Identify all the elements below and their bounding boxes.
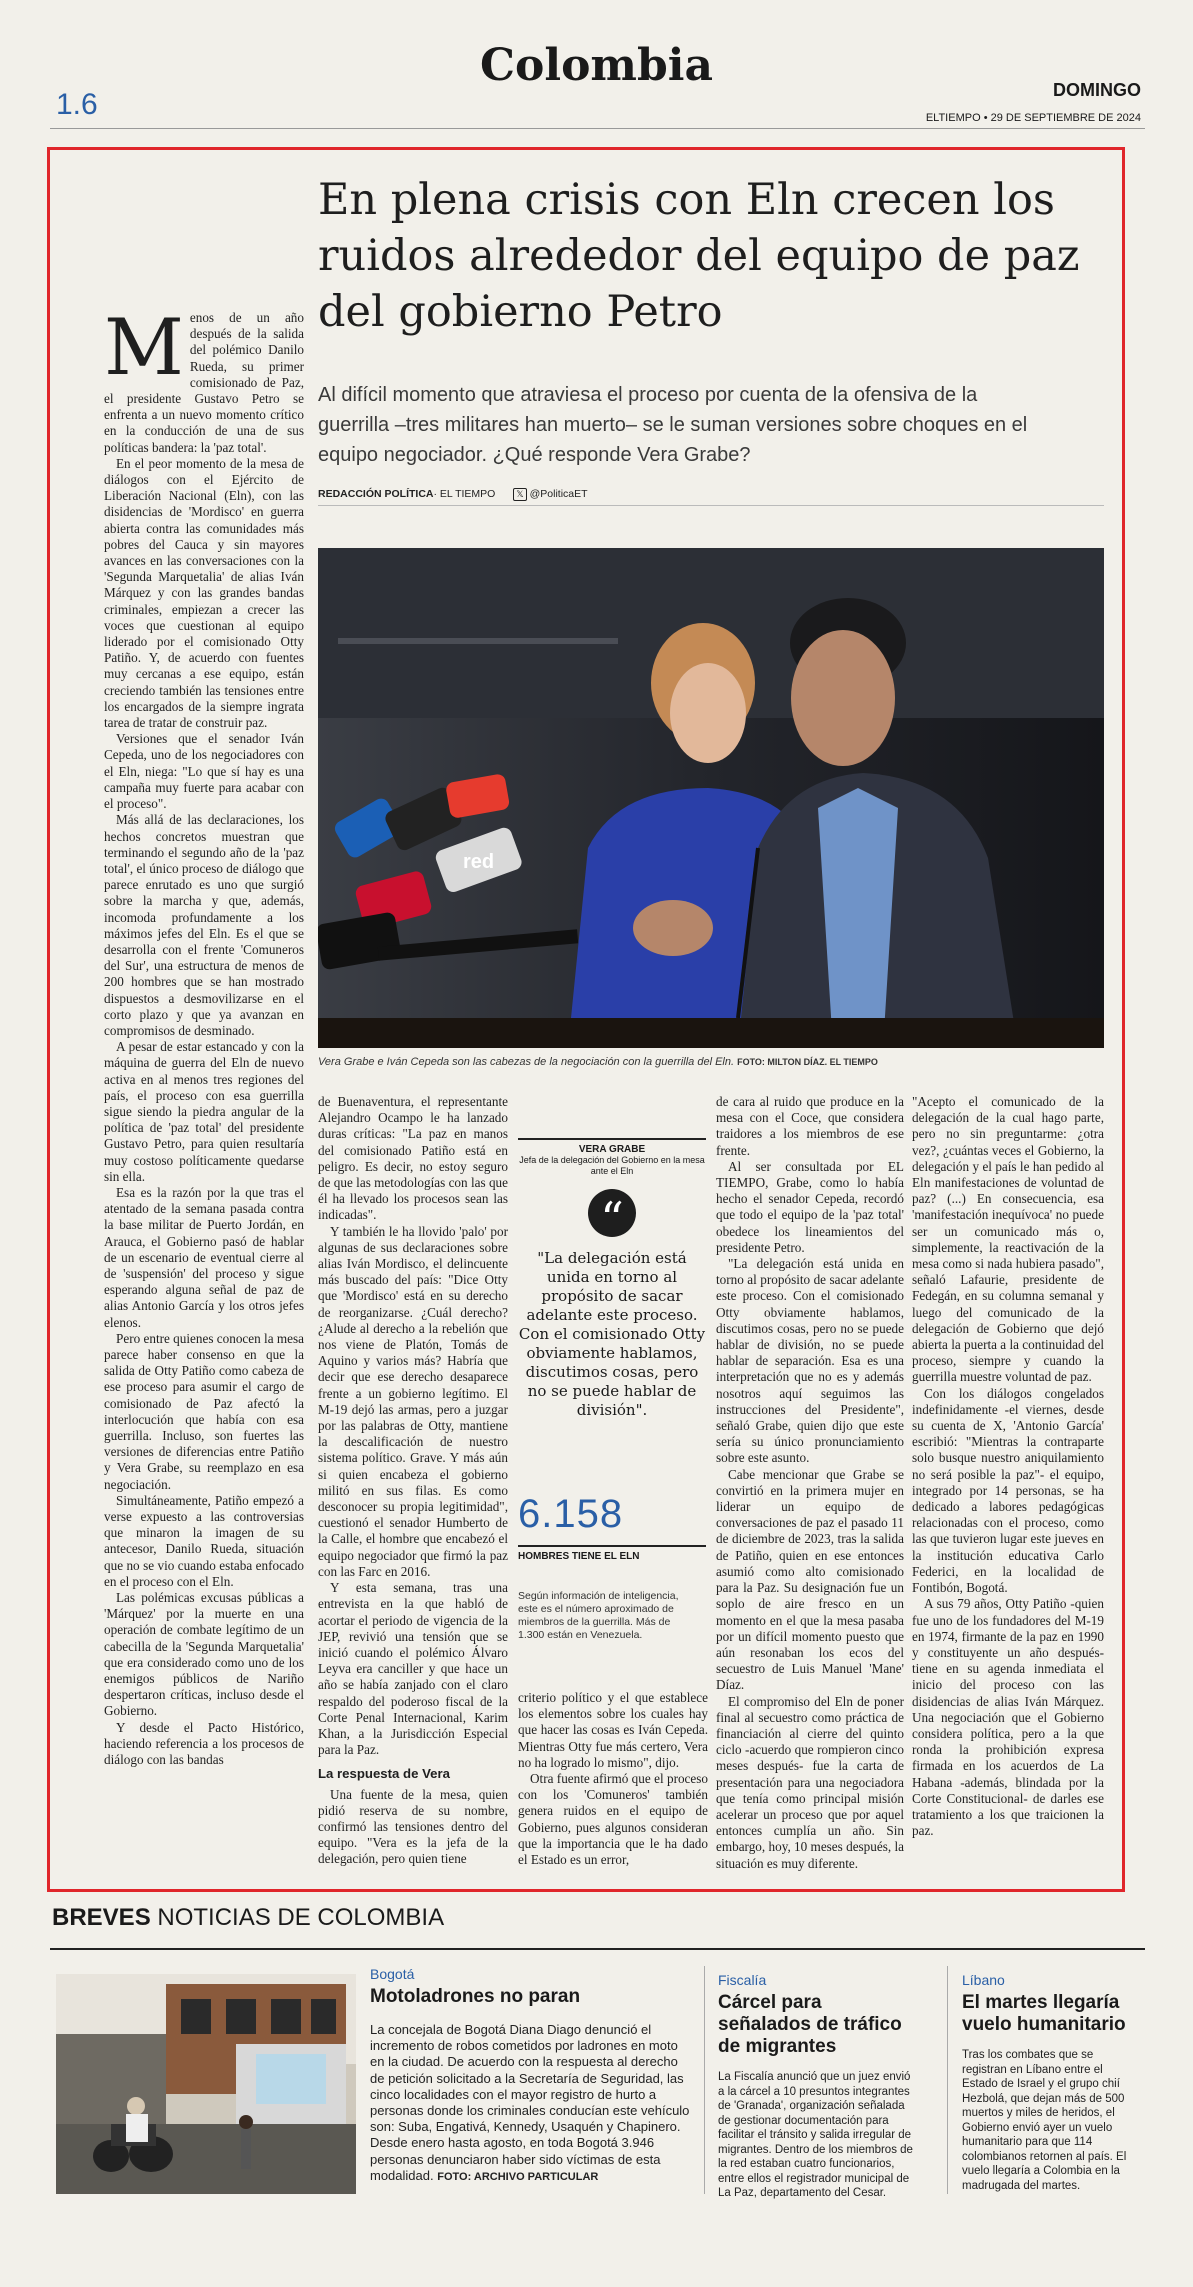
article-column-2 (318, 1094, 508, 1868)
breves-photo (56, 1974, 356, 2194)
quote-text: "La delegación está unida en torno al propósito de sacar adelante este proceso. Con el comisionado Otty obviamente hablamos, discutimos cosas, pero no se puede hablar de división". (518, 1249, 706, 1419)
paragraph: Más allá de las declaraciones, los hechos concretos muestran que terminando el segundo año de la 'paz total', el único proceso de diálogo que parece enrutado es uno que surgió sobre la marcha y que, además, incomoda profundamente a los máximos jefes del Eln. Es el que se desarrolla con el frente 'Comuneros del Sur', una estructura de menos de 200 hombres que se han mostrado dispuestos a desmovilizarse en el corto plazo y que ya avanzan en compromisos de desminado. (104, 812, 304, 1038)
mic-label-red: red (463, 851, 495, 873)
first-paragraph-text: enos de un año después de la salida del polémico Danilo Rueda, su primer comisionado de Paz, el presidente Gustavo Petro se enfrenta a un nuevo momento crítico en la conducción de una de sus políticas bandera: la 'paz total'. (104, 310, 304, 455)
section-title: Colombia (480, 40, 713, 91)
street-photo-illustration (56, 1974, 356, 2194)
stat-label: HOMBRES TIENE EL ELN (518, 1545, 706, 1562)
paragraph: de Buenaventura, el representante Alejandro Ocampo le ha lanzado duras críticas: "La paz en manos del comisionado Patiño está en peligro. Es decir, no estoy seguro de que las metodologías con las que él ha llevado los procesos sean las indicadas". (318, 1094, 508, 1223)
breves-separator (947, 1966, 948, 2194)
breve-kicker: Líbano (962, 1972, 1005, 1988)
paragraph: Con los diálogos congelados indefinidamente -el viernes, desde su cuenta de X, 'Antonio García' escribió: "Mientras la contraparte solo busque nuestro aniquilamiento no será posible la paz"- el equipo, integrado por 14 personas, se ha dedicado a labores pedagógicas relacionadas con el proceso, como las que tuvieron lugar este jueves en la institución educativa Carlo Federici, en la localidad de Fontibón, Bogotá. (912, 1385, 1104, 1596)
byline (318, 488, 588, 501)
paragraph: "Acepto el comunicado de la delegación de la cual hago parte, pero no sin preguntarme: ¿otra vez?, ¿cuántas veces el Gobierno, la delegación y el país le han pedido al Eln manifestaciones de voluntad de paz? (...) En consecuencia, esa 'manifestación inequívoca' no puede ser un comunicado más o, simplemente, la reactivación de la mesa como si nada hubiera pasado", señaló Lafaurie, presidente de Fedegán, en su columna semanal y luego del comunicado de la delegación de Gobierno que dejó abierta la puerta a la continuidad del proceso, siempre y cuando la guerrilla muestre voluntad de paz. (912, 1094, 1104, 1385)
breves-title: NOTICIAS DE COLOMBIA (157, 1904, 445, 1931)
article-column-4 (716, 1094, 904, 1872)
drop-cap: M (104, 303, 184, 393)
byline-outlet: · EL TIEMPO (433, 488, 496, 500)
x-logo-icon: 𝕏 (513, 488, 526, 501)
paragraph: Pero entre quienes conocen la mesa parece haber consenso en que la salida de Otty Patiño como cabeza de ese proceso para asumir el cargo de comisionado de Paz afectó la interlocución que había con esa guerrilla. Incluso, son fuertes las versiones de diferencias entre Patiño y Vera Grabe, su reemplazo en esa negociación. (104, 1330, 304, 1492)
header-divider (50, 128, 1145, 129)
breve-text: La Fiscalía anunció que un juez envió a la cárcel a 10 presuntos integrantes de 'Granada', organización señalada de gestionar documentación para facilitar el tránsito y salida irregular de migrantes. Dentro de los miembros de la red estaban cuatro funcionarios, entre ellos el registrador municipal de La Paz, departamento del Cesar. (718, 2071, 913, 2199)
byline-author: REDACCIÓN POLÍTICA (318, 488, 434, 500)
page-number: 1.6 (56, 88, 98, 121)
paragraph: El compromiso del Eln de poner final al secuestro como práctica de financiación al cierre del quinto ciclo -acuerdo que rompieron cinco meses después- fue la carta de presentación para una negociadora que tenía como principal misión acelerar un proceso que por aquel entonces cumplía un año. Sin embargo, hoy, 10 meses después, la situación es muy diferente. (716, 1693, 904, 1871)
paragraph: Y también le ha llovido 'palo' por algunas de sus declaraciones sobre alias Iván Mordisco, el delincuente más buscado del país: "Dice Otty que 'Mordisco' está en su derecho de reorganizarse. ¿Cuál derecho? ¿Alude al derecho a la rebelión que nos viene de Platón, Tomás de Aquino y varios más? Habría que decir que ese derecho desaparece frente a un gobierno legítimo. El M-19 dejó las armas, pero a juzgar por las palabras de Otty, mantiene la descalificación de nuestro sistema político. Grave. Y más aún si quien encabeza el gobierno militó en sus filas. Es como desconocer su propia legitimidad", cuestionó el senador Humberto de la Calle, el hombre que encabezó el equipo negociador que firmó la paz con las Farc en 2016. (318, 1223, 508, 1579)
breves-separator (704, 1966, 705, 2194)
breves-divider (50, 1948, 1145, 1950)
breve-text (370, 2022, 690, 2185)
paragraph: criterio político y el que establece los elementos sobre los cuales hay que hacer las cosas es Iván Cepeda. Mientras Otty fue más certero, Vera no ha logrado lo mismo", dijo. (518, 1690, 708, 1770)
photo-illustration (318, 548, 1104, 1048)
article-column-1 (104, 303, 304, 1768)
stat-description: Según información de inteligencia, este es el número aproximado de miembros de la guerrilla. Más de 1.300 están en Venezuela. (518, 1590, 679, 1641)
breves-brand: BREVES (52, 1904, 151, 1931)
paragraph: Otra fuente afirmó que el proceso con los 'Comuneros' también genera ruidos en el equipo de Gobierno, pues algunos consideran que la importancia que le ha dado el Estado es un error, (518, 1771, 708, 1868)
paragraph: Esa es la razón por la que tras el atentado de la semana pasada contra la base militar de Puerto Jordán, en Arauca, el Gobierno pasó de hablar de un escenario de eventual cierre al de 'suspensión' del proceso y sigue esperando alguna señal de paz de alias Antonio García y los otros jefes elenos. (104, 1184, 304, 1330)
paragraph: Y esta semana, tras una entrevista en la que habló de acortar el periodo de vigencia de la JEP, revivió una tensión que se inició cuando el polémico Álvaro Leyva era canciller y que hace un año se había zanjado con el claro respaldo del poderoso fiscal de la Corte Penal Internacional, Karim Khan, a la Jurisdicción Especial para la Paz. (318, 1580, 508, 1758)
article-column-5 (912, 1094, 1104, 1839)
quote-speaker: VERA GRABE (518, 1138, 706, 1155)
caption-text: Vera Grabe e Iván Cepeda son las cabezas de la negociación con la guerrilla del Eln. (318, 1056, 735, 1068)
quote-box (518, 1138, 706, 1420)
breve-body: La concejala de Bogotá Diana Diago denunció el incremento de robos cometidos por ladrones en moto en la ciudad. De acuerdo con la respuesta al derecho de petición solicitado a la Secretaría de Seguridad, las cinco localidades con el mayor registro de hurto a personas donde los criminales conducían este vehículo son: Suba, Engativá, Kennedy, Usaquén y Chapinero. Desde enero hasta agosto, en toda Bogotá 3.946 personas denunciaron haber sido víctimas de esta modalidad. (370, 2022, 690, 2183)
paragraph: "La delegación está unida en torno al propósito de sacar adelante este proceso. Con el comisionado Otty obviamente hablamos, discutimos cosas, pero no se puede hablar de división, no se puede hablar de separación. Esa es una interpretación que no es y además nosotros aquí seguimos las instrucciones del Presidente", señaló Grabe, quien dijo que este sería su único pronunciamiento sobre este asunto. (716, 1256, 904, 1466)
paragraph: Cabe mencionar que Grabe se convirtió en la primera mujer en liderar un equipo de conversaciones de paz el pasado 11 de diciembre de 2023, tras la salida de Patiño, quien en ese entonces asumió como alto comisionado para la Paz. Su designación fue un soplo de aire fresco en un momento en el que la mesa pasaba por un difícil momento puesto que aún resonaban los ecos del secuestro de Luis Manuel 'Mane' Díaz. (716, 1466, 904, 1693)
breve-kicker: Fiscalía (718, 1972, 767, 1988)
article-photo (318, 548, 1104, 1048)
breves-header (52, 1904, 444, 1932)
article-column-3 (518, 1690, 708, 1868)
stat-number: 6.158 (518, 1492, 624, 1536)
breve-headline[interactable]: Motoladrones no paran (370, 1986, 581, 2007)
breve-headline[interactable]: El martes llegaría vuelo humanitario (962, 1992, 1126, 2035)
paragraph: A pesar de estar estancado y con la máquina de guerra del Eln de nuevo activa en al menos tres regiones del país, el proceso con esa guerrilla sigue siendo la piedra angular de la política de 'paz total' del presidente Gustavo Petro, para quien resultaría muy costoso políticamente quedarse sin ella. (104, 1039, 304, 1184)
breve-headline[interactable]: Cárcel para señalados de tráfico de migrantes (718, 1992, 902, 2057)
breve-bogota (370, 1966, 690, 2185)
photo-caption (318, 1056, 1104, 1068)
day-label: DOMINGO (1053, 80, 1141, 100)
paragraph: Al ser consultada por EL TIEMPO, Grabe, como lo había hecho el senador Cepeda, recordó que todo el equipo de la 'paz total' obedece los lineamientos del presidente Petro. (716, 1158, 904, 1255)
article-headline: En plena crisis con Eln crecen los ruidos alrededor del equipo de paz del gobierno Petro (318, 175, 1080, 337)
quote-speaker-role: Jefa de la delegación del Gobierno en la mesa ante el Eln (519, 1155, 705, 1176)
paragraph: Las polémicas excusas públicas a 'Márquez' por la muerte en una operación de combate legítimo de un cabecilla de la 'Segunda Marquetalia' que era considerado como uno de los enemigos públicos de Nariño despertaron críticas, incluso desde el Gobierno. (104, 1590, 304, 1719)
paragraph: de cara al ruido que produce en la mesa con el Coce, que considera traidores a los miembros de ese frente. (716, 1094, 904, 1158)
byline-divider (318, 505, 1104, 506)
paragraph: A sus 79 años, Otty Patiño -quien fue uno de los fundadores del M-19 en 1974, firmante de la paz en 1990 y constituyente un año después- tiene en su agenda inmediata el inicio del proceso con las disidencias de alias Iván Márquez. Una negociación que el Gobierno considera política, pero a la que ronda la prohibición expresa firmada en los acuerdos de La Habana -además, blindada por la Corte Constitucional- de darles ese tratamiento a los que traicionen la paz. (912, 1596, 1104, 1839)
paragraph: Simultáneamente, Patiño empezó a verse expuesto a las controversias que minaron la imagen de su antecesor, Danilo Rueda, situación que no se vio cuando estaba enfocado en el proceso con el Eln. (104, 1492, 304, 1589)
paragraph: En el peor momento de la mesa de diálogos con el Ejército de Liberación Nacional (Eln), con las disidencias de 'Mordisco' en guerra abierta contra las comunidades más pobres del Cauca y sin mayores avances en las conversaciones con la 'Segunda Marquetalia' de alias Iván Márquez y con las grandes bandas criminales, empiezan a crecer las voces que cuestionan al equipo liderado por el comisionado Otty Patiño. Y, de acuerdo con fuentes muy cercanas a ese equipo, están creciendo también las tensiones entre los encargados de la siempre ingrata tarea de tratar de construir paz. (104, 455, 304, 731)
breve-photo-credit: FOTO: ARCHIVO PARTICULAR (437, 2170, 599, 2183)
breve-kicker: Bogotá (370, 1966, 415, 1982)
photo-credit: FOTO: MILTON DÍAZ. EL TIEMPO (737, 1057, 878, 1067)
paragraph: Versiones que el senador Iván Cepeda, uno de los negociadores con el Eln, niega: "Lo que sí hay es una campaña muy fuerte para acabar con el proceso". (104, 731, 304, 812)
paragraph: Y desde el Pacto Histórico, haciendo referencia a los procesos de diálogo con las bandas (104, 1719, 304, 1768)
breve-libano (962, 1972, 1137, 2193)
breve-fiscalia (718, 1972, 918, 2201)
subheading: La respuesta de Vera (318, 1766, 450, 1782)
publication-date: ELTIEMPO • 29 DE SEPTIEMBRE DE 2024 (925, 112, 1141, 124)
article-deck: Al difícil momento que atraviesa el proceso por cuenta de la ofensiva de la guerrilla –tres militares han muerto– se le suman versiones sobre choques en el equipo negociador. ¿Qué responde Vera Grabe? (318, 384, 1028, 466)
quote-icon: “ (588, 1189, 636, 1237)
social-handle[interactable]: @PoliticaET (529, 488, 588, 500)
first-paragraph (104, 303, 304, 456)
paragraph: Una fuente de la mesa, quien pidió reserva de su nombre, confirmó las tensiones dentro del equipo. "Vera es la jefa de la delegación, pero quien tiene (318, 1786, 508, 1867)
breve-text: Tras los combates que se registran en Líbano entre el Estado de Israel y el grupo chií Hezbolá, que dejan más de 500 muertos y miles de heridos, el Gobierno envió ayer un vuelo humanitario para que 114 colombianos retornen al país. El vuelo llegaría a Colombia en la madrugada del martes. (962, 2049, 1127, 2192)
